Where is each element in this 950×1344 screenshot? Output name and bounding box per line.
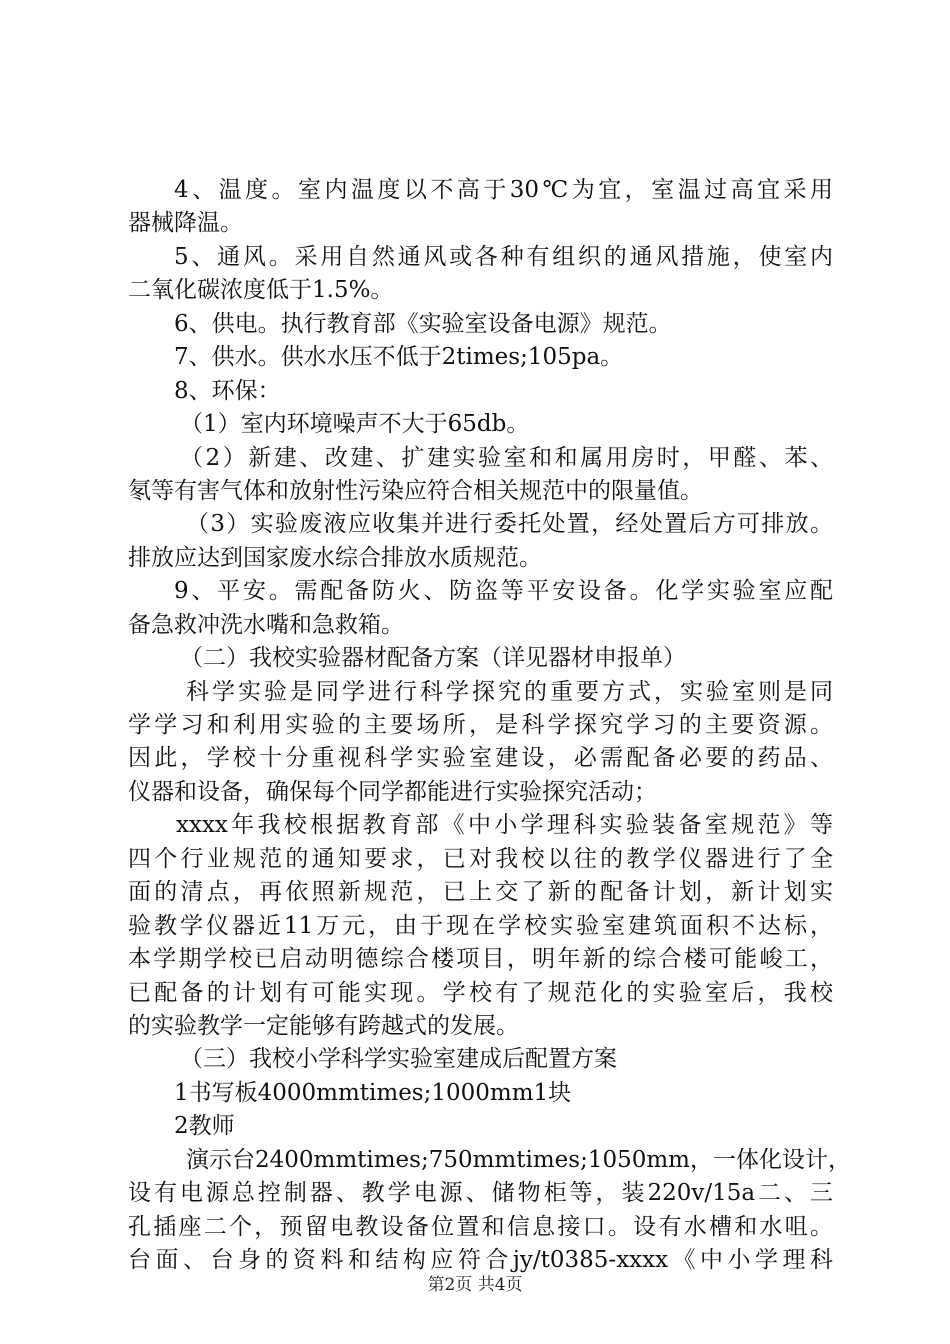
document-body [128,174,851,1277]
text-line: 器械降温。 [128,210,243,237]
text-line: 已配备的计划有可能实现。学校有了规范化的实验室后，我校 [128,979,833,1006]
text-line: 氡等有害气体和放射性污染应符合相关规范中的限量值。 [128,477,703,504]
text-line: 4、温度。室内温度以不高于30℃为宜，室温过高宜采用 [174,177,833,203]
text-line: 排放应达到国家废水综合排放水质规范。 [128,544,542,571]
text-line: 本学期学校已启动明德综合楼项目，明年新的综合楼可能峻工， [128,946,833,973]
text-line: 演示台2400mmtimes;750mmtimes;1050mm，一体化设计， [186,1146,851,1173]
section-heading: （三）我校小学科学实验室建成后配置方案 [180,1046,617,1073]
text-line: 的实验教学一定能够有跨越式的发展。 [128,1012,519,1039]
text-line: 孔插座二个，预留电教设备位置和信息接口。设有水槽和水咀。 [128,1213,833,1240]
text-line: 设有电源总控制器、教学电源、储物柜等，装220v/15a二、三 [128,1180,833,1207]
text-line: （3）实验废液应收集并进行委托处置，经处置后方可排放。 [186,511,833,538]
text-line: 8、环保： [174,377,281,404]
text-line: 科学实验是同学进行科学探究的重要方式，实验室则是同 [186,678,833,705]
text-line: 因此，学校十分重视科学实验室建设，必需配备必要的药品、 [128,745,833,772]
text-line: 面的清点，再依照新规范，已上交了新的配备计划，新计划实 [128,879,833,906]
text-line: （2）新建、改建、扩建实验室和和属用房时，甲醛、苯、 [180,444,833,471]
text-line: 1书写板4000mmtimes;1000mm1块 [174,1079,572,1106]
text-line: 学学习和利用实验的主要场所，是科学探究学习的主要资源。 [128,712,833,738]
text-line: （1）室内环境噪声不大于65db。 [180,411,530,438]
text-line: 仪器和设备，确保每个同学都能进行实验探究活动； [128,778,657,805]
text-line: xxxx年我校根据教育部《中小学理科实验装备室规范》等 [176,812,833,839]
page-number-footer: 第2页 共4页 [427,1275,523,1295]
text-line: 2教师 [174,1113,235,1140]
text-line: 四个行业规范的通知要求，已对我校以往的教学仪器进行了全 [128,845,833,872]
text-line: 5、通风。采用自然通风或各种有组织的通风措施，使室内 [174,243,833,270]
text-line: 验教学仪器近11万元，由于现在学校实验室建筑面积不达标， [128,912,833,939]
text-line: 二氧化碳浓度低于1.5%。 [128,277,394,304]
text-line: 7、供水。供水水压不低于2times;105pa。 [174,344,624,371]
text-line: 9、平安。需配备防火、防盗等平安设备。化学实验室应配 [174,578,833,605]
text-line: 备急救冲洗水嘴和急救箱。 [128,611,404,638]
text-line: 6、供电。执行教育部《实验室设备电源》规范。 [174,310,672,337]
section-heading: （二）我校实验器材配备方案（详见器材申报单） [180,645,686,672]
text-line: 台面、台身的资料和结构应符合jy/t0385-xxxx《中小学理科 [128,1247,833,1273]
